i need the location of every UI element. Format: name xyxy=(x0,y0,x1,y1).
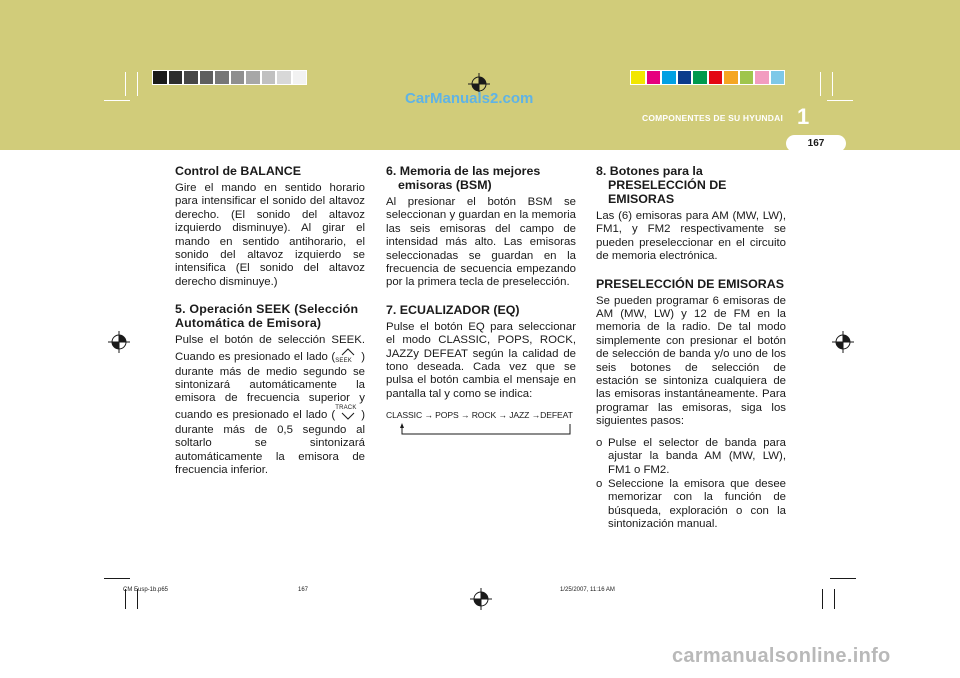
color-swatch xyxy=(661,70,677,85)
watermark-bottom-link[interactable]: carmanualsonline.info xyxy=(672,645,891,667)
color-swatch xyxy=(692,70,708,85)
seek-text-part-1: Pulse el botón de selección SEEK. Cuando es presionado el lado ( xyxy=(175,334,365,363)
color-swatch xyxy=(245,70,261,85)
color-swatch xyxy=(261,70,277,85)
footer-date: 1/25/2007, 11:16 AM xyxy=(560,587,615,593)
crop-mark xyxy=(125,72,126,96)
crop-mark xyxy=(137,72,138,96)
list-item xyxy=(596,478,786,532)
color-swatch xyxy=(292,70,308,85)
heading-preset-buttons xyxy=(596,164,786,206)
color-swatch xyxy=(152,70,168,85)
bullet-marker: o xyxy=(596,477,603,490)
registration-mark-icon xyxy=(832,331,854,353)
bullet-marker: o xyxy=(596,436,603,449)
crop-mark xyxy=(820,72,821,96)
page-number: 167 xyxy=(786,135,846,152)
heading-preset-line-1: 8. Botones para la xyxy=(596,164,703,178)
list-item xyxy=(596,437,786,477)
color-swatch xyxy=(739,70,755,85)
seek-label: SEEK xyxy=(335,358,353,365)
color-swatch xyxy=(630,70,646,85)
column-3 xyxy=(596,164,786,533)
paragraph-eq: Pulse el botón EQ para seleccionar el modo CLASSIC, POPS, ROCK, JAZZy DEFEAT según la calidad de tono deseada. Cada vez que se pulsa el botón cambia el mensaje en pantalla tal y como se indica: xyxy=(386,320,576,400)
heading-bsm xyxy=(386,164,576,192)
paragraph-preseleccion: Se pueden programar 6 emisoras de AM (MW, LW) y 12 de FM en la memoria de la radio. De tal modo simplemente con presionar el botón de selección de banda y/o uno de los seis botones de selección de estación se sintoniza cualquiera de las emisoras instantáneamente. Para programar las emisoras, siga los siguientes pasos: xyxy=(596,294,786,428)
heading-bsm-line-1: 6. Memoria de las mejores xyxy=(386,164,541,178)
footer-page-number: 167 xyxy=(298,587,309,593)
crop-mark xyxy=(104,578,130,579)
grayscale-color-bar xyxy=(152,70,307,85)
color-swatch xyxy=(183,70,199,85)
registration-mark-icon xyxy=(108,331,130,353)
paragraph-balance: Gire el mando en sentido horario para intensificar el sonido del altavoz derecho. (El sonido del altavoz izquierdo disminuye). Al girar el mando en sentido antihorario, el sonido del altavoz izquierdo se intensifica (El sonido del altavoz derecho disminuye.) xyxy=(175,182,365,288)
crop-mark xyxy=(827,100,853,101)
heading-preset-line-2: PRESELECCIÓN DE xyxy=(608,178,727,192)
track-down-icon xyxy=(335,406,361,424)
seek-text-part-2: ) durante más de medio segundo se sintonizará automáticamente la emisora de frecuencia superior y cuando es presionado el lado ( xyxy=(175,350,365,421)
color-swatch xyxy=(708,70,724,85)
color-swatch xyxy=(199,70,215,85)
color-swatch xyxy=(770,70,786,85)
heading-eq: 7. ECUALIZADOR (EQ) xyxy=(386,302,520,317)
registration-mark-icon xyxy=(470,588,492,610)
heading-seek: 5. Operación SEEK (Selección Automática de Emisora) xyxy=(175,302,359,331)
color-swatch xyxy=(677,70,693,85)
list-item-text: Pulse el selector de banda para ajustar la banda AM (MW, LW), FM1 o FM2. xyxy=(608,436,786,476)
list-item-text: Seleccione la emisora que desee memorizar con la función de búsqueda, exploración o con la sintonización manual. xyxy=(608,477,786,531)
column-1 xyxy=(175,164,365,486)
chapter-title: COMPONENTES DE SU HYUNDAI xyxy=(642,113,784,123)
heading-bsm-line-2: emisoras (BSM) xyxy=(398,178,492,192)
crop-mark xyxy=(832,72,833,96)
column-2 xyxy=(386,164,576,441)
heading-preset-line-3: EMISORAS xyxy=(608,192,675,206)
color-swatch xyxy=(276,70,292,85)
track-label: TRACK xyxy=(335,404,357,411)
seek-text-part-3: ) durante más de 0,5 segundo al soltarlo se sintonizará automáticamente la emisora de frecuencia inferior. xyxy=(175,408,365,477)
paragraph-preset: Las (6) emisoras para AM (MW, LW), FM1, y FM2 respectivamente se pueden preseleccionar en el circuito de memoria electrónica. xyxy=(596,210,786,263)
crop-mark xyxy=(834,589,835,609)
crop-mark xyxy=(104,100,130,101)
color-swatch xyxy=(168,70,184,85)
color-swatch xyxy=(754,70,770,85)
footer-file-name: CM Eusp-1b.p65 xyxy=(123,587,169,593)
color-swatch xyxy=(230,70,246,85)
color-swatch xyxy=(723,70,739,85)
color-swatch xyxy=(646,70,662,85)
heading-balance: Control de BALANCE xyxy=(175,164,301,178)
heading-preseleccion: PRESELECCIÓN DE EMISORAS xyxy=(596,276,784,291)
seek-up-icon xyxy=(335,348,361,366)
watermark-link[interactable]: CarManuals2.com xyxy=(405,90,534,107)
color-swatch xyxy=(214,70,230,85)
paragraph-seek xyxy=(175,334,365,477)
eq-sequence: CLASSIC → POPS → ROCK → JAZZ →DEFEAT xyxy=(386,410,573,421)
crop-mark xyxy=(830,578,856,579)
chapter-number: 1 xyxy=(797,104,810,129)
crop-mark xyxy=(822,589,823,609)
eq-loop-arrow-icon xyxy=(400,423,580,437)
process-color-bar xyxy=(630,70,785,85)
paragraph-bsm: Al presionar el botón BSM se seleccionan y guardan en la memoria las seis emisoras del campo de intensidad más alto. Las emisoras seleccionadas se guardan en la frecuencia de secuencia empezando por la primera tecla de preselección. xyxy=(386,196,576,289)
